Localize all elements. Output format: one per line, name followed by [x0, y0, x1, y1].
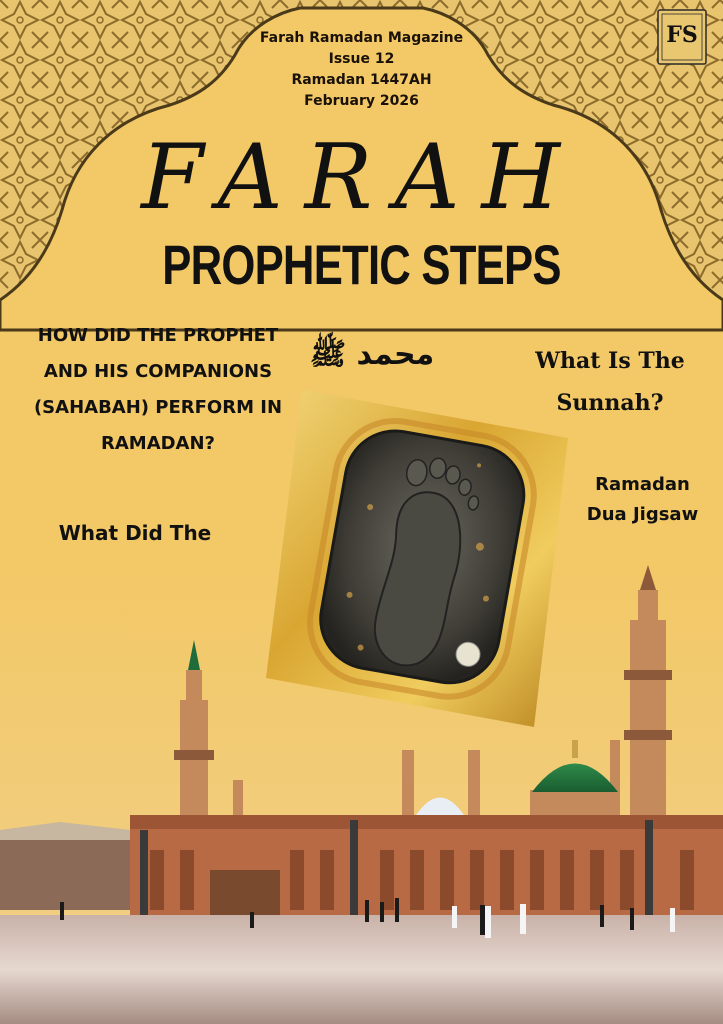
calligraphy-emblem [309, 318, 435, 384]
eat-line-1: What Did The [58, 521, 212, 545]
calligraphy-text: محمد ﷺ [309, 337, 435, 372]
companions-line-1: HOW DID THE PROPHET [37, 325, 279, 346]
issue-theme-title: PROPHETIC STEPS [162, 233, 561, 296]
sunnah-line-1: What Is The [535, 348, 685, 374]
companions-line-4: RAMADAN? [100, 433, 215, 454]
dua-jigsaw-headline [570, 470, 715, 530]
hijri-date: Ramadan 1447AH [291, 72, 432, 88]
dua-line-1: Ramadan [595, 474, 690, 495]
issue-info [0, 28, 723, 112]
brand-letters: FS [666, 22, 698, 48]
gregorian-date: February 2026 [304, 93, 419, 109]
companions-line-2: AND HIS COMPANIONS [43, 361, 273, 382]
issue-number: Issue 12 [328, 51, 395, 67]
footprint-photo [262, 386, 572, 731]
sunnah-line-2: Sunnah? [556, 390, 664, 416]
masthead-title: FARAH [141, 125, 582, 230]
dua-line-2: Dua Jigsaw [586, 504, 699, 525]
companions-line-3: (SAHABAH) PERFORM IN [33, 397, 283, 418]
magazine-name: Farah Ramadan Magazine [259, 30, 464, 46]
